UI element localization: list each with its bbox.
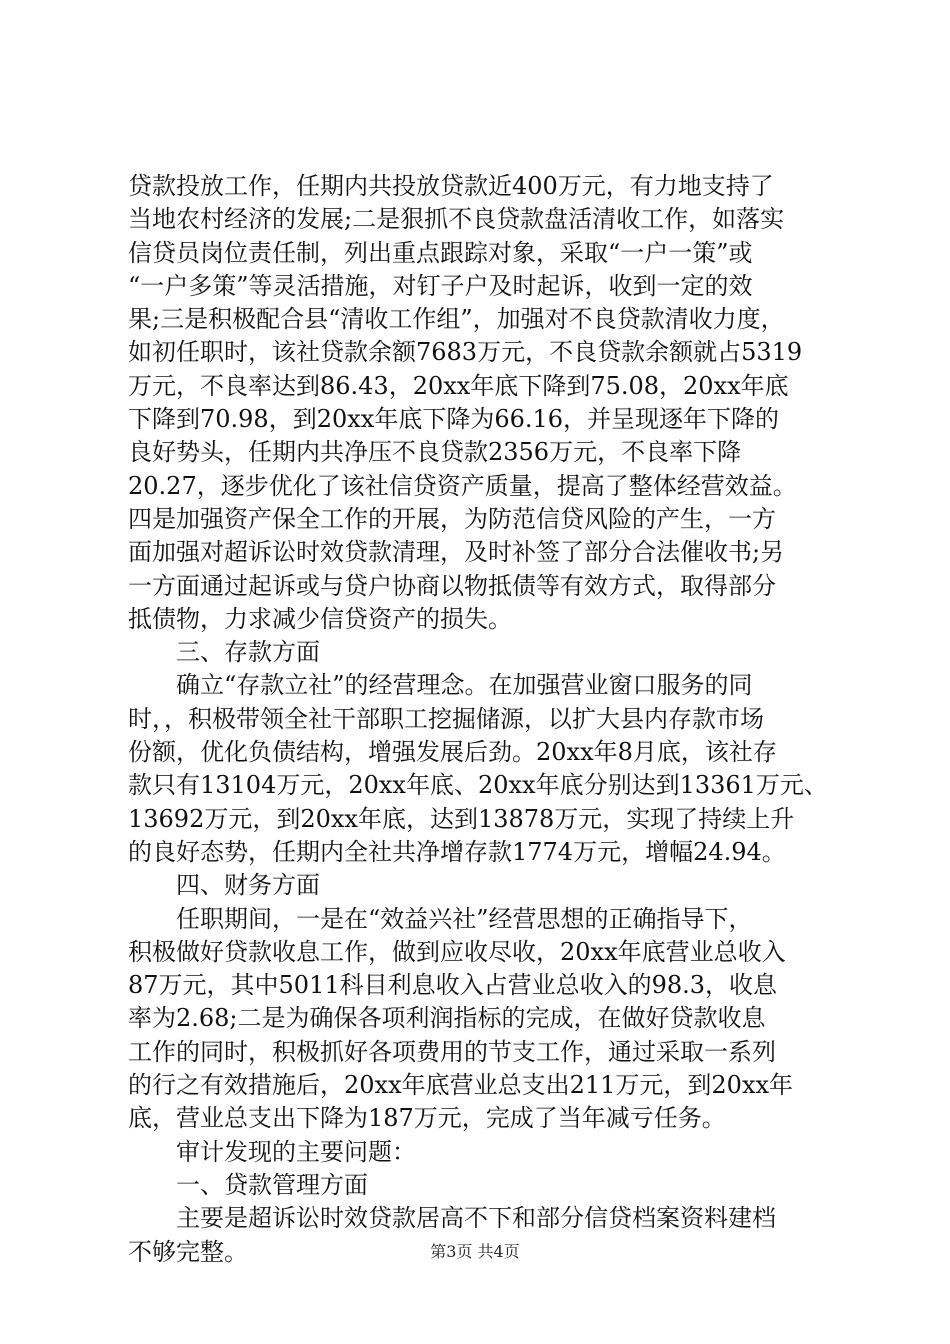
text-line: 任职期间，一是在“效益兴社”经营思想的正确指导下， (176, 904, 753, 933)
text-line: 工作的同时，积极抓好各项费用的节支工作，通过采取一系列 (128, 1037, 776, 1066)
text-line: 率为2.68;二是为确保各项利润指标的完成，在做好贷款收息 (128, 1004, 766, 1033)
text-line: 确立“存款立社”的经营理念。在加强营业窗口服务的同 (176, 671, 753, 700)
text-line: 的行之有效措施后，20xx年底营业总支出211万元，到20xx年 (128, 1071, 794, 1100)
text-line: 信贷员岗位责任制，列出重点跟踪对象，采取“一户一策”或 (128, 238, 753, 267)
text-line: 底，营业总支出下降为187万元，完成了当年减亏任务。 (128, 1104, 726, 1133)
text-line: 13692万元，到20xx年底，达到13878万元，实现了持续上升 (128, 804, 795, 833)
text-line: 当地农村经济的发展;二是狠抓不良贷款盘活清收工作，如落实 (128, 205, 785, 234)
page-number-footer: 第3页 共4页 (430, 1242, 520, 1261)
text-line: 20.27，逐步优化了该社信贷资产质量，提高了整体经营效益。 (128, 471, 797, 500)
text-line: 87万元，其中5011科目利息收入占营业总收入的98.3，收息 (128, 971, 778, 1000)
text-line: “一户多策”等灵活措施，对钉子户及时起诉，收到一定的效 (128, 271, 753, 300)
text-line: 积极做好贷款收息工作，做到应收尽收，20xx年底营业总收入 (128, 937, 786, 966)
section-heading-finance: 四、财务方面 (176, 871, 320, 900)
text-line: 份额，优化负债结构，增强发展后劲。20xx年8月底，该社存 (128, 738, 777, 767)
text-line: 款只有13104万元，20xx年底、20xx年底分别达到13361万元、 (128, 771, 828, 800)
text-line: 抵债物，力求减少信贷资产的损失。 (128, 604, 512, 633)
text-line: 的良好态势，任期内全社共净增存款1774万元，增幅24.94。 (128, 837, 786, 866)
text-line: 万元，不良率达到86.43，20xx年底下降到75.08，20xx年底 (128, 371, 789, 400)
text-line: 贷款投放工作，任期内共投放贷款近400万元，有力地支持了 (128, 172, 774, 200)
text-line: 面加强对超诉讼时效贷款清理，及时补签了部分合法催收书;另 (128, 538, 785, 567)
text-line: 时，，积极带领全社干部职工挖掘储源，以扩大县内存款市场 (128, 704, 764, 733)
document-body (128, 170, 832, 1269)
text-line: 良好势头，任期内共净压不良贷款2356万元，不良率下降 (128, 438, 742, 467)
section-heading-loan-management: 一、贷款管理方面 (176, 1170, 368, 1199)
text-line: 下降到70.98，到20xx年底下降为66.16，并呈现逐年下降的 (128, 405, 780, 434)
text-line: 一方面通过起诉或与贷户协商以物抵债等有效方式，取得部分 (128, 571, 776, 600)
section-heading-deposits: 三、存款方面 (176, 638, 320, 667)
text-line: 主要是超诉讼时效贷款居高不下和部分信贷档案资料建档 (176, 1204, 776, 1233)
text-line: 不够完整。 (128, 1237, 248, 1266)
text-line: 如初任职时，该社贷款余额7683万元，不良贷款余额就占5319 (128, 338, 803, 367)
text-line: 四是加强资产保全工作的开展，为防范信贷风险的产生，一方 (128, 504, 776, 533)
text-line: 果;三是积极配合县“清收工作组”，加强对不良贷款清收力度， (128, 305, 785, 334)
section-heading-audit-issues: 审计发现的主要问题： (176, 1137, 416, 1166)
